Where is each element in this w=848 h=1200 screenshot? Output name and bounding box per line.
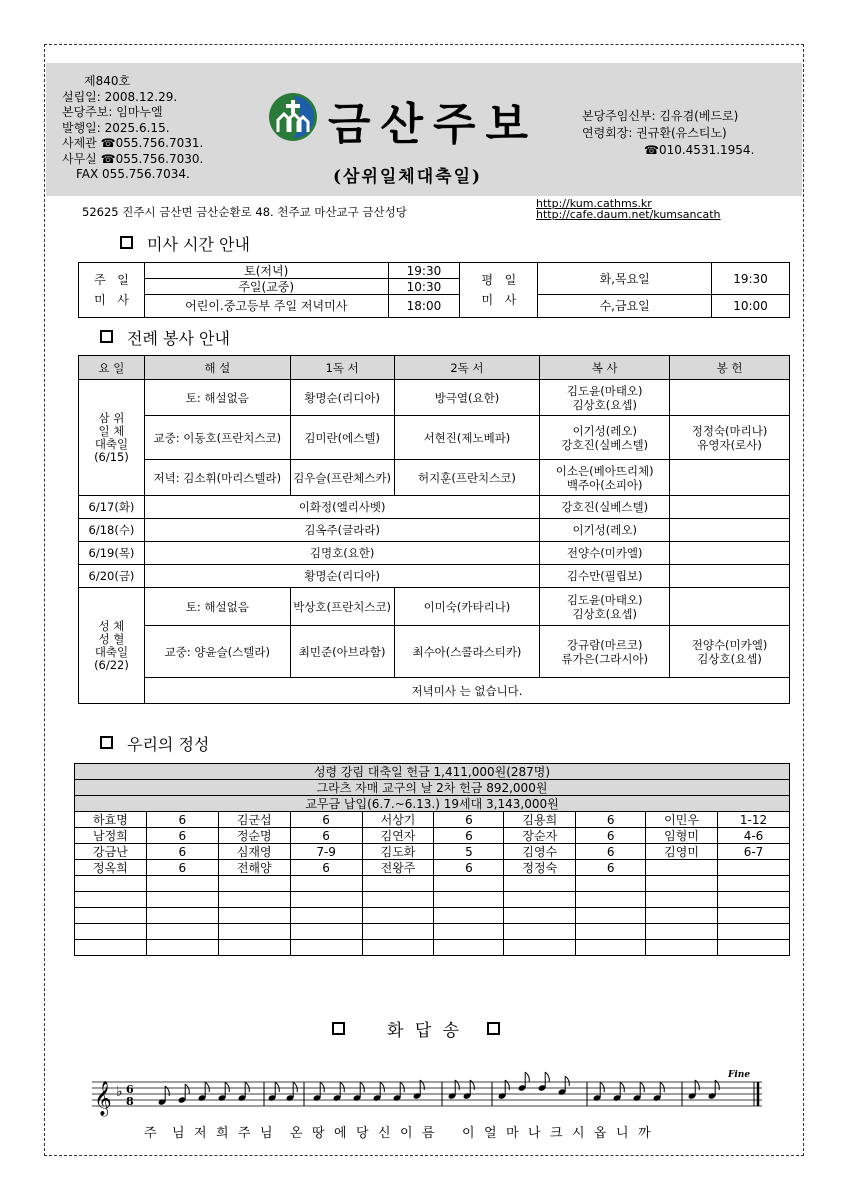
- servers: 김도윤(마태오) 김상호(요셉): [540, 380, 670, 416]
- square-icon: [100, 736, 113, 749]
- note-flag: [640, 1082, 644, 1092]
- donor-name: 정순명: [218, 828, 290, 844]
- lyric-syllable: 름: [422, 1126, 435, 1141]
- servers: 강규람(마르코) 류가은(그라시아): [540, 626, 670, 678]
- lyric-syllable: 얼: [484, 1126, 497, 1141]
- lyric-syllable: 마: [506, 1126, 519, 1141]
- dues-months: 4-6: [718, 828, 790, 844]
- lyric-syllable: 님: [260, 1126, 273, 1141]
- liturgy-section-title: [100, 326, 230, 349]
- donor-name: 남정희: [75, 828, 147, 844]
- cafe-url-link[interactable]: http://cafe.daum.net/kumsancath: [536, 208, 721, 221]
- donor-name: 심재영: [218, 844, 290, 860]
- dues-months: [718, 860, 790, 876]
- label-char: 사: [117, 293, 129, 307]
- label-char: 주: [94, 273, 106, 287]
- mass-name: 토(저녁): [144, 263, 388, 279]
- donor-name: 김용희: [504, 812, 576, 828]
- donor-name: [646, 860, 718, 876]
- dues-months: [718, 940, 790, 956]
- note-flag: [455, 1080, 459, 1090]
- lyric-syllable: 이: [462, 1126, 475, 1141]
- header-contacts: [582, 108, 754, 159]
- weekday-reader: 김옥주(글라라): [144, 519, 539, 542]
- dues-months: [146, 940, 218, 956]
- note-flag: [420, 1080, 424, 1090]
- fine-marking: Fine: [728, 1070, 751, 1080]
- weekday-server: 이기성(레오): [540, 519, 670, 542]
- donor-name: 김도화: [362, 844, 434, 860]
- dues-months: 6: [290, 860, 362, 876]
- dues-row: [75, 924, 790, 940]
- parish-address: 52625 진주시 금산면 금산순환로 48. 천주교 마산교구 금산성당: [82, 205, 407, 219]
- mass-time: 18:00: [388, 295, 460, 318]
- note-flag: [275, 1082, 279, 1092]
- donor-name: 하효명: [75, 812, 147, 828]
- weekday-reader: 김명호(요한): [144, 542, 539, 565]
- lyric-syllable: 니: [616, 1126, 629, 1141]
- donor-name: 이민우: [646, 812, 718, 828]
- dues-months: 6: [576, 860, 646, 876]
- donor-name: [75, 924, 147, 940]
- donor-name: 김영수: [504, 844, 576, 860]
- dues-months: [146, 876, 218, 892]
- lyric-syllable: 나: [528, 1126, 541, 1141]
- note-flag: [225, 1082, 229, 1092]
- bulletin-title: 금산주보: [328, 99, 539, 150]
- servers: 이소은(베아뜨리체) 백주아(소피아): [540, 460, 670, 496]
- dues-months: [434, 924, 504, 940]
- note-flag: [525, 1072, 529, 1082]
- donor-name: 서상기: [362, 812, 434, 828]
- dues-months: [290, 940, 362, 956]
- dues-months: 6: [576, 828, 646, 844]
- donor-name: 정정숙: [504, 860, 576, 876]
- note-flag: [205, 1082, 209, 1092]
- note-flag: [400, 1082, 404, 1092]
- donor-name: [362, 908, 434, 924]
- offering: 정정숙(마리나) 유영자(로사): [670, 416, 790, 460]
- donor-name: [504, 876, 576, 892]
- patron: 본당주보: 임마누엘: [62, 105, 163, 119]
- issue-number: 제840호: [84, 74, 131, 88]
- square-icon: [100, 330, 113, 343]
- note-flag: [245, 1082, 249, 1092]
- donor-name: [75, 892, 147, 908]
- note-flag: [360, 1082, 364, 1092]
- reader1: 김미란(에스텔): [290, 416, 394, 460]
- dues-months: [290, 908, 362, 924]
- dues-months: [576, 892, 646, 908]
- empty-cell: [670, 496, 790, 519]
- servers: 이기성(레오) 강호진(실베스텔): [540, 416, 670, 460]
- weekday-reader: 이화정(엘리사벳): [144, 496, 539, 519]
- donor-name: [646, 876, 718, 892]
- lyric-syllable: 희: [216, 1126, 229, 1141]
- dues-months: 6: [434, 828, 504, 844]
- commentary: 토: 해설없음: [144, 380, 290, 416]
- reader1: 김우슬(프란체스카): [290, 460, 394, 496]
- office-label: 사무실: [62, 151, 97, 166]
- weekday-server: 강호진(실베스텔): [540, 496, 670, 519]
- reader1: 최민준(아브라함): [290, 626, 394, 678]
- donor-name: 장순자: [504, 828, 576, 844]
- dues-months: [718, 924, 790, 940]
- label-char: 일: [117, 273, 129, 287]
- col-header: 2독 서: [394, 356, 540, 380]
- note-flag: [165, 1086, 169, 1096]
- dues-row: [75, 940, 790, 956]
- dues-months: [146, 892, 218, 908]
- donor-name: 김영미: [646, 844, 718, 860]
- council-phone: 010.4531.1954.: [658, 143, 755, 157]
- dues-months: 6: [146, 844, 218, 860]
- lyric-syllable: 주: [238, 1126, 251, 1141]
- mass-section-title: [120, 232, 250, 255]
- donor-name: [646, 908, 718, 924]
- dues-months: 6: [146, 828, 218, 844]
- label-char: 미: [94, 293, 106, 307]
- empty-cell: [670, 542, 790, 565]
- donor-name: [218, 908, 290, 924]
- rectory-line: [62, 136, 203, 152]
- weekday-reader: 황명순(리디아): [144, 565, 539, 588]
- weekday-date: 6/19(목): [79, 542, 145, 565]
- dues-months: [290, 892, 362, 908]
- mass-time: 19:30: [712, 263, 790, 295]
- donor-name: [362, 876, 434, 892]
- note-flag: [565, 1076, 569, 1086]
- rectory-label: 사제관: [62, 136, 97, 150]
- dues-months: [576, 876, 646, 892]
- reader2: 서현진(제노베파): [394, 416, 540, 460]
- lyric-syllable: 이: [400, 1126, 413, 1141]
- note-flag: [695, 1080, 699, 1090]
- lyric-syllable: 저: [194, 1126, 207, 1141]
- donor-name: 임형미: [646, 828, 718, 844]
- mass-time: 10:30: [388, 279, 460, 295]
- dues-months: 1-12: [718, 812, 790, 828]
- donor-name: [218, 892, 290, 908]
- phone-icon: ☎: [644, 143, 659, 157]
- liturgy-section-label: 전례 봉사 안내: [127, 329, 230, 348]
- donor-name: 강금난: [75, 844, 147, 860]
- donor-name: [504, 892, 576, 908]
- reader1: 박상호(프란치스코): [290, 588, 394, 626]
- council-phone-line: [582, 142, 754, 159]
- lyric-syllable: 주: [144, 1126, 157, 1141]
- weekday-mass-label: [460, 263, 538, 318]
- phone-icon: ☎: [100, 151, 116, 166]
- dues-row: [75, 844, 790, 860]
- weekday-server: 전양수(미카엘): [540, 542, 670, 565]
- sunday-mass-label: [79, 263, 145, 318]
- donor-name: [646, 924, 718, 940]
- dues-months: [434, 908, 504, 924]
- weekday-date: 6/20(금): [79, 565, 145, 588]
- notes: [158, 1072, 720, 1106]
- founded-date: 설립일: 2008.12.29.: [62, 89, 178, 104]
- donor-name: [646, 892, 718, 908]
- bulletin-subtitle: (삼위일체대축일): [333, 167, 483, 187]
- donor-name: 전해양: [218, 860, 290, 876]
- reader2: 최수아(스콜라스티카): [394, 626, 540, 678]
- lyric-syllable: 옵: [594, 1126, 607, 1141]
- mass-section-label: 미사 시간 안내: [147, 235, 250, 254]
- donor-name: [218, 940, 290, 956]
- office-line: [62, 152, 203, 168]
- note-flag: [320, 1082, 324, 1092]
- dues-row: [75, 876, 790, 892]
- mass-time: 19:30: [388, 263, 460, 279]
- offering-summary: 그라츠 자매 교구의 날 2차 헌금 892,000원: [75, 780, 790, 796]
- dues-row: [75, 892, 790, 908]
- donor-name: [504, 940, 576, 956]
- donor-name: [75, 876, 147, 892]
- weekday-date: 6/18(수): [79, 519, 145, 542]
- note-flag: [715, 1080, 719, 1090]
- donor-name: 김군섭: [218, 812, 290, 828]
- offering-summary: 교무금 납입(6.7.~6.13.) 19세대 3,143,000원: [75, 796, 790, 812]
- empty-cell: [670, 519, 790, 542]
- square-icon: [120, 236, 133, 249]
- label-char: 평: [481, 273, 494, 287]
- donor-name: [646, 940, 718, 956]
- liturgy-table: [78, 355, 790, 704]
- mass-name: 수,금요일: [538, 295, 712, 318]
- lyric-syllable: 크: [550, 1126, 563, 1141]
- col-header: 요 일: [79, 356, 145, 380]
- music-score: [92, 1068, 762, 1120]
- offerings-table: [74, 763, 790, 956]
- time-signature: 8: [126, 1095, 134, 1108]
- reader2: 이미숙(카타리나): [394, 588, 540, 626]
- dues-months: [146, 908, 218, 924]
- offering: [670, 380, 790, 416]
- donor-name: 전왕주: [362, 860, 434, 876]
- dues-row: [75, 908, 790, 924]
- commentary: 교중: 이동호(프란치스코): [144, 416, 290, 460]
- lyric-syllable: 신: [378, 1126, 391, 1141]
- offering: 전양수(미카엘) 김상호(요셉): [670, 626, 790, 678]
- note-flag: [340, 1082, 344, 1092]
- trinity-label: 삼 위 일 체 대축일 (6/15): [79, 380, 145, 496]
- dues-months: [718, 908, 790, 924]
- note-flag: [620, 1082, 624, 1092]
- dues-row: [75, 860, 790, 876]
- dues-months: 6: [576, 812, 646, 828]
- col-header: 1독 서: [290, 356, 394, 380]
- pastor: 본당주임신부: 김유겸(베드로): [582, 109, 739, 123]
- weekday-server: 김수만(필립보): [540, 565, 670, 588]
- mass-name: 주일(교중): [144, 279, 388, 295]
- lyric-syllable: 온: [290, 1126, 303, 1141]
- note-flag: [505, 1080, 509, 1090]
- reader1: 황명순(리디아): [290, 380, 394, 416]
- dues-months: [290, 876, 362, 892]
- dues-months: [576, 908, 646, 924]
- dues-row: [75, 812, 790, 828]
- dues-months: [718, 892, 790, 908]
- donor-name: [75, 940, 147, 956]
- donor-name: [362, 924, 434, 940]
- offerings-section-label: 우리의 정성: [127, 735, 210, 754]
- parish-urls: [536, 198, 721, 220]
- commentary: 교중: 양윤슬(스텔라): [144, 626, 290, 678]
- phone-icon: ☎: [100, 136, 116, 150]
- parish-logo-icon: [268, 92, 318, 142]
- dues-months: 6: [146, 860, 218, 876]
- dues-months: 6: [434, 812, 504, 828]
- square-icon: [332, 1022, 345, 1035]
- commentary: 토: 해설없음: [144, 588, 290, 626]
- offering: [670, 460, 790, 496]
- dues-months: [434, 940, 504, 956]
- rectory-phone: 055.756.7031.: [115, 136, 204, 150]
- parish-url-link[interactable]: http://kum.cathms.kr: [536, 197, 652, 210]
- label-char: 미: [481, 293, 494, 307]
- donor-name: [504, 924, 576, 940]
- donor-name: 김연자: [362, 828, 434, 844]
- note-flag: [293, 1082, 297, 1092]
- song-lyrics: [92, 1122, 762, 1140]
- donor-name: 정옥희: [75, 860, 147, 876]
- flat-icon: ♭: [116, 1084, 123, 1100]
- note-flag: [545, 1072, 549, 1082]
- mass-name: 어린이.중고등부 주일 저녁미사: [144, 295, 388, 318]
- offering-summary: 성령 강림 대축일 헌금 1,411,000원(287명): [75, 764, 790, 780]
- dues-months: 6: [434, 860, 504, 876]
- song-title-line: [332, 1016, 500, 1041]
- reader2: 방극열(요한): [394, 380, 540, 416]
- note-flag: [470, 1080, 474, 1090]
- dues-months: [290, 924, 362, 940]
- issue-date: 발행일: 2025.6.15.: [62, 120, 170, 135]
- empty-cell: [670, 565, 790, 588]
- council-head: 연령회장: 권규환(유스티노): [582, 126, 727, 140]
- donor-name: [218, 876, 290, 892]
- fax: FAX 055.756.7034.: [76, 167, 190, 181]
- time-signature: 6: [126, 1083, 134, 1096]
- lyric-syllable: 당: [356, 1126, 369, 1141]
- note-flag: [660, 1082, 664, 1092]
- dues-months: 5: [434, 844, 504, 860]
- commentary: 저녁: 김소휘(마리스텔라): [144, 460, 290, 496]
- donor-name: [218, 924, 290, 940]
- weekday-date: 6/17(화): [79, 496, 145, 519]
- dues-months: 6: [146, 812, 218, 828]
- dues-row: [75, 828, 790, 844]
- header-info: [62, 74, 203, 183]
- song-title: 화 답 송: [387, 1021, 463, 1041]
- note-flag: [380, 1082, 384, 1092]
- mass-name: 화,목요일: [538, 263, 712, 295]
- lyric-syllable: 에: [334, 1126, 347, 1141]
- offerings-section-title: [100, 732, 209, 755]
- lyric-syllable: 님: [172, 1126, 185, 1141]
- donor-name: [75, 908, 147, 924]
- label-char: 일: [504, 273, 517, 287]
- dues-rows: [75, 812, 790, 956]
- lyric-syllable: 땅: [312, 1126, 325, 1141]
- dues-months: 6: [576, 844, 646, 860]
- dues-months: [434, 876, 504, 892]
- offering: [670, 588, 790, 626]
- donor-name: [504, 908, 576, 924]
- col-header: 봉 헌: [670, 356, 790, 380]
- dues-months: [576, 924, 646, 940]
- lyric-syllable: 시: [572, 1126, 585, 1141]
- dues-months: [576, 940, 646, 956]
- treble-clef-icon: 𝄞: [94, 1081, 112, 1116]
- col-header: 해 설: [144, 356, 290, 380]
- corpus-label: 성 체 성 혈 대축일 (6/22): [79, 588, 145, 704]
- mass-times-table: [78, 262, 790, 318]
- mass-time: 10:00: [712, 295, 790, 318]
- dues-months: 6-7: [718, 844, 790, 860]
- reader2: 허지훈(프란치스코): [394, 460, 540, 496]
- note-flag: [600, 1082, 604, 1092]
- lyric-syllable: 까: [638, 1126, 651, 1141]
- servers: 김도윤(마태오) 김상호(요셉): [540, 588, 670, 626]
- dues-months: [718, 876, 790, 892]
- square-icon: [487, 1022, 500, 1035]
- dues-months: 6: [290, 812, 362, 828]
- no-evening-mass-note: 저녁미사 는 없습니다.: [144, 678, 789, 704]
- col-header: 복 사: [540, 356, 670, 380]
- office-phone: 055.756.7030.: [115, 151, 204, 166]
- dues-months: [434, 892, 504, 908]
- donor-name: [362, 892, 434, 908]
- note-flag: [185, 1084, 189, 1094]
- label-char: 사: [504, 293, 517, 307]
- dues-months: 7-9: [290, 844, 362, 860]
- donor-name: [362, 940, 434, 956]
- dues-months: [146, 924, 218, 940]
- dues-months: 6: [290, 828, 362, 844]
